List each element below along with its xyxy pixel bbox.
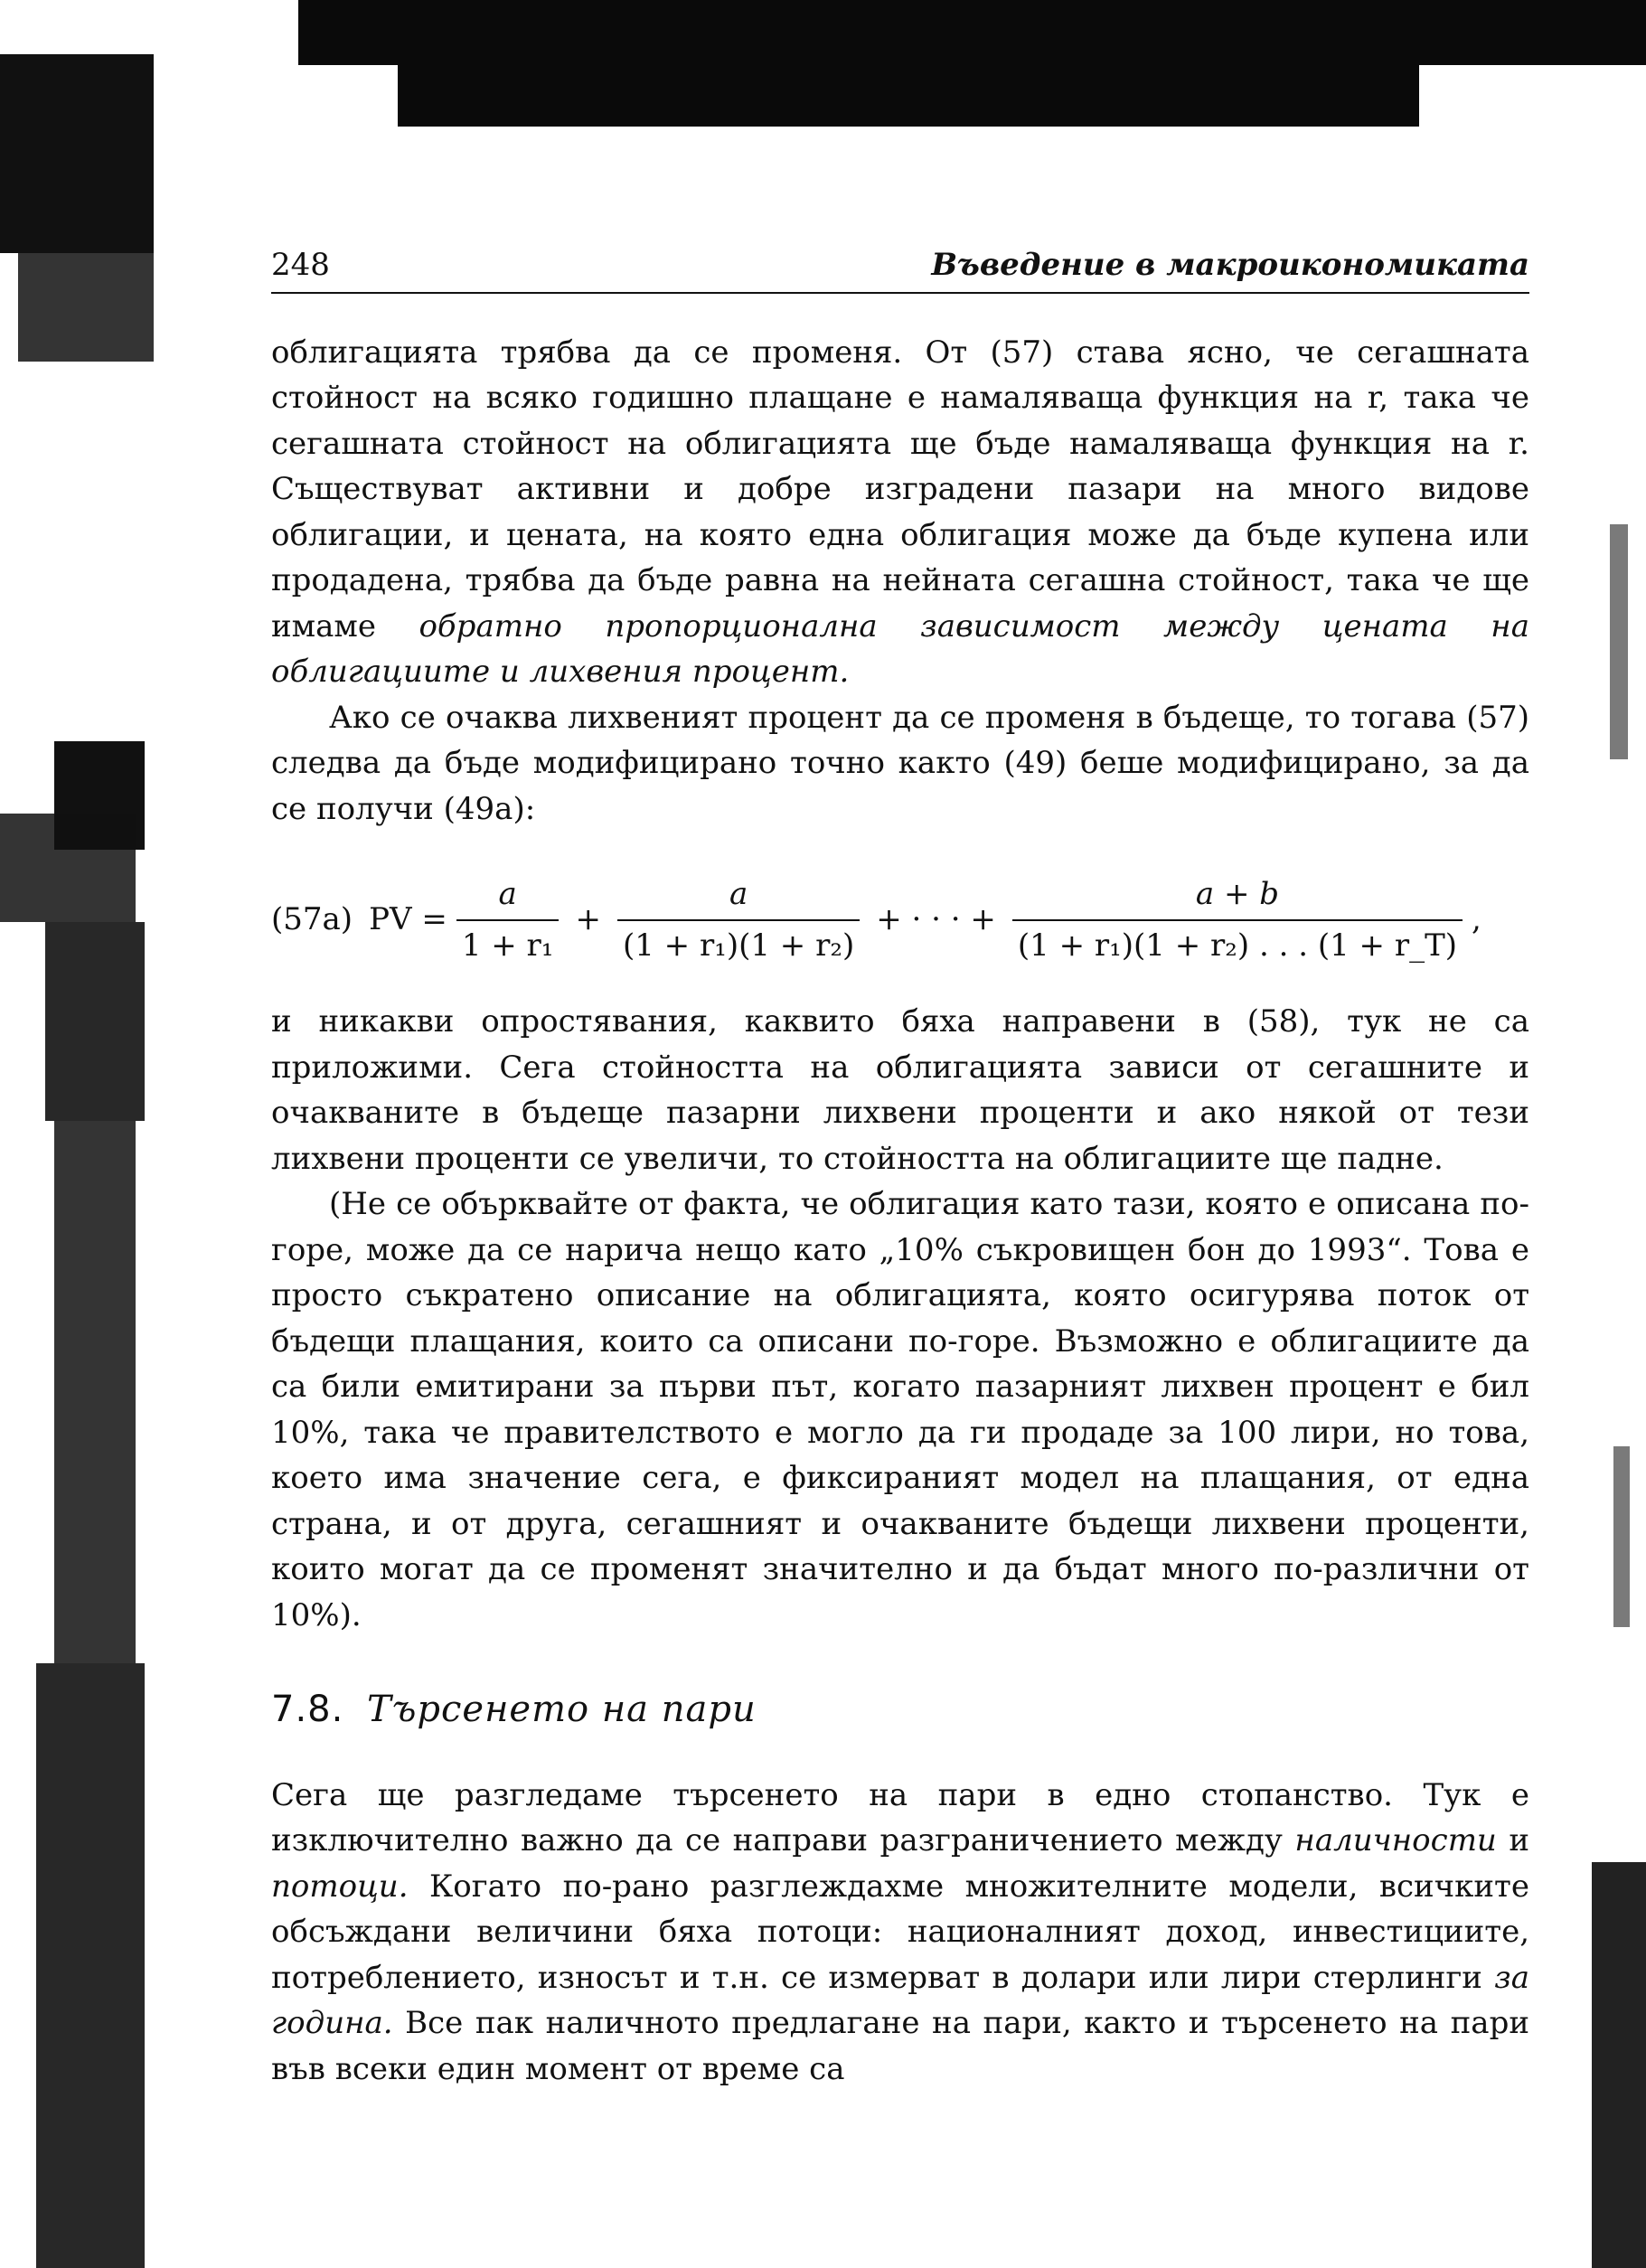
paragraph-3: и никакви опростявания, каквито бяха направени в (58), тук не са приложими. Сега стойността на облигацията зависи от сегашните и очакваните в бъдеще пазарни лихвени проценти и ако някой от тези лихвени проценти се увеличи, то стойността на облигациите ще падне. xyxy=(271,1003,1529,1177)
book-page xyxy=(271,242,1529,2092)
paragraph-1: облигацията трябва да се променя. От (57) става ясно, че сегашната стойност на всяко годишно плащане е намаляваща функция на r, така че сегашната стойност на облигацията ще бъде намаляваща функция на r. Съществуват активни и добре изградени пазари на много видове облигации, и цената, на която една облигация може да бъде купена или продадена, трябва да бъде равна на нейната сегашна стойност, така че ще имаме обратно пропорционална зависимост между цената на облигациите и лихвения процент. xyxy=(271,334,1529,690)
formula-trailing-comma: , xyxy=(1472,901,1481,938)
fraction-term-1: $\frac{a}{\text{1 + r₁}}$ xyxy=(456,871,560,968)
emphasis-inverse-relation: обратно пропорционална зависимост между цената на облигациите и лихвения процент. xyxy=(271,607,1529,690)
paragraph-5: Сега ще разгледаме търсенето на пари в едно стопанство. Тук е изключително важно да се направи разграничението между наличности и потоци. Когато по-рано разглеждахме множителните модели, всичките обсъждани величини бяха потоци: националният доход, инвестициите, потреблението, износът и т.н. се измерват в долари или лири стерлинги за година. Все пак наличното предлагане на пари, както и търсенето на пари във всеки един момент от време са xyxy=(271,1776,1530,2087)
formula-label: (57а) xyxy=(271,901,353,938)
paragraph-4: (Не се обърквайте от факта, че облигация като тази, която е описана по-горе, може да се нарича нещо като „10% съкровищен бон до 1993“. Това е просто съкратено описание на облигацията, която осигурява поток от бъдещи плащания, които са описани по-горе. Възможно е облигациите да са били емитирани за първи път, когато пазарният лихвен процент е бил 10%, така че правителството е могло да ги продаде за 100 лири, но това, което има значение сега, е фиксираният модел на плащания, от една страна, и от друга, сегашният и очакваните бъдещи лихвени проценти, които могат да се променят значително и да бъдат много по-различни от 10%). xyxy=(271,1186,1529,1633)
scan-edge-top-inner xyxy=(398,65,1419,127)
formula-lhs: PV = xyxy=(369,901,447,938)
paragraph-2: Ако се очаква лихвеният процент да се променя в бъдеще, то тогава (57) следва да бъде модифицирано точно както (49) беше модифицирано, за да се получи (49а): xyxy=(271,699,1529,827)
scan-edge-top xyxy=(298,0,1646,65)
fraction-term-3: $\frac{a + b}{\text{(1 + r₁)(1 + r₂) . . . (1 + r\_T)}}$ xyxy=(1012,871,1463,968)
section-title: Търсенето на пари xyxy=(367,1689,757,1730)
emphasis-flows: потоци. xyxy=(271,1868,409,1905)
running-header xyxy=(271,242,1529,294)
section-heading xyxy=(271,1687,1529,1733)
scan-edge-right xyxy=(1592,0,1646,2268)
plus-sign: + xyxy=(575,901,601,938)
fraction-term-2: $\frac{a}{\text{(1 + r₁)(1 + r₂)}}$ xyxy=(617,871,860,968)
emphasis-per-year: за година. xyxy=(271,1959,1529,2041)
section-number: 7.8. xyxy=(271,1689,344,1730)
running-title: Въведение в макроикономиката xyxy=(931,247,1529,283)
emphasis-stocks: наличности xyxy=(1294,1822,1497,1859)
page-number: 248 xyxy=(271,247,330,283)
ellipsis-sum: + · · · + xyxy=(876,901,996,938)
scan-edge-left xyxy=(0,0,172,2268)
formula-57a xyxy=(271,871,1529,968)
